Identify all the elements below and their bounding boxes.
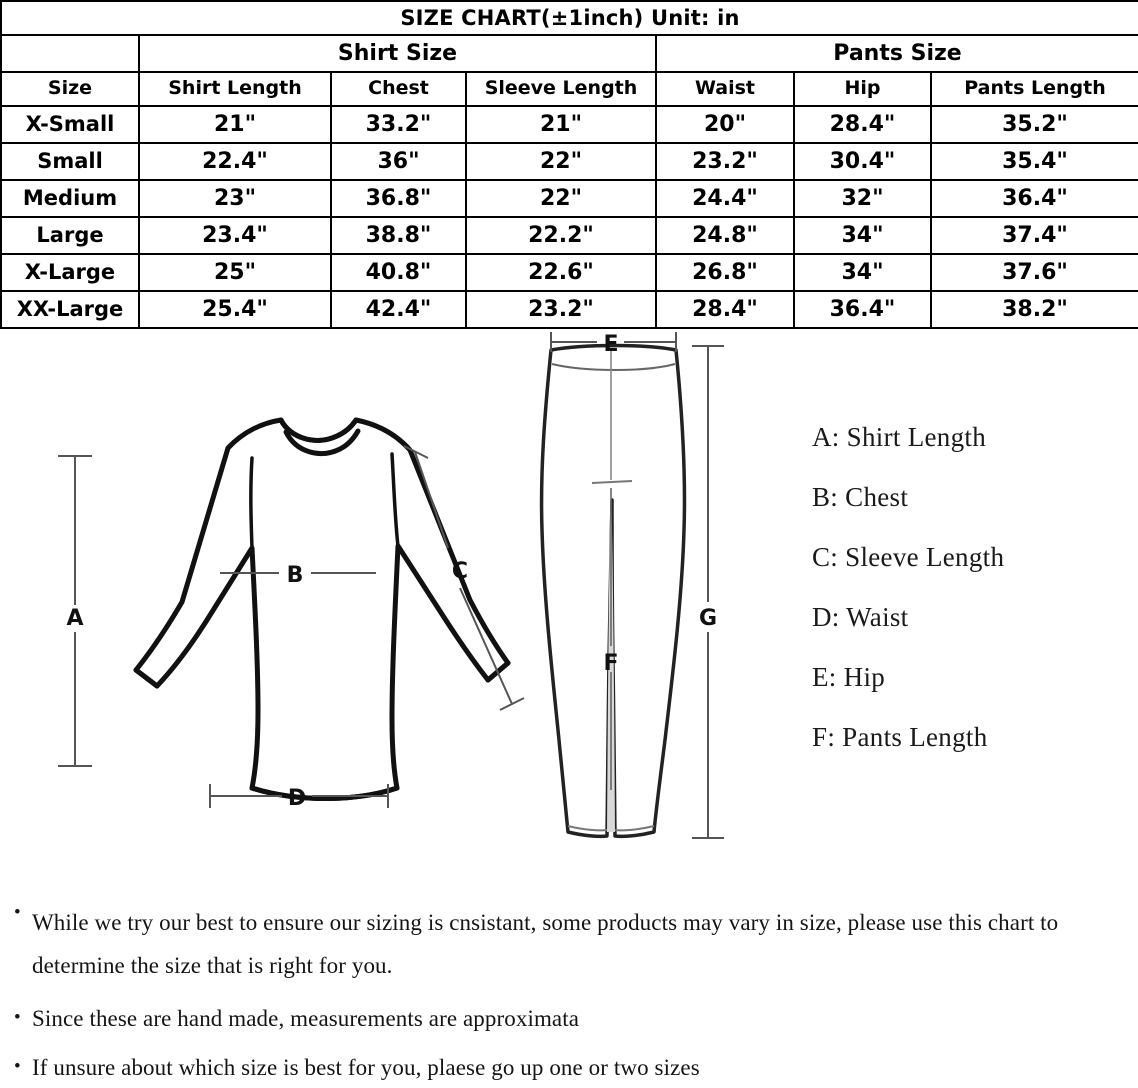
table-row (1, 143, 1138, 180)
cell-shirt-length: 23.4" (139, 217, 331, 254)
legend-item-f: F: Pants Length (812, 722, 988, 752)
cell-waist: 26.8" (656, 254, 794, 291)
cell-size: Small (1, 143, 139, 180)
cell-chest: 36.8" (331, 180, 466, 217)
cell-shirt-length: 23" (139, 180, 331, 217)
cell-sleeve-length: 21" (466, 106, 656, 143)
shirt-left-armhole-seam (251, 458, 252, 548)
note-item (14, 1007, 1130, 1030)
column-header-sleeve-length: Sleeve Length (466, 72, 656, 106)
table-column-header-row (1, 72, 1138, 106)
note-text: While we try our best to ensure our sizing is cnsistant, some products may vary in size, please use this chart to determine the size that is right for you. (32, 910, 1059, 978)
cell-size: X-Small (1, 106, 139, 143)
cell-waist: 23.2" (656, 143, 794, 180)
cell-chest: 40.8" (331, 254, 466, 291)
cell-hip: 34" (794, 254, 931, 291)
cell-hip: 32" (794, 180, 931, 217)
note-item (14, 902, 1130, 987)
shirt-dimension-a (58, 456, 92, 766)
group-header-shirt: Shirt Size (139, 35, 656, 72)
cell-sleeve-length: 22" (466, 180, 656, 217)
table-row (1, 254, 1138, 291)
dim-label-g: G (698, 606, 718, 631)
cell-shirt-length: 21" (139, 106, 331, 143)
dim-label-b: B (286, 563, 304, 588)
cell-chest: 36" (331, 143, 466, 180)
cell-waist: 24.4" (656, 180, 794, 217)
legend-item-d: D: Waist (812, 602, 909, 632)
cell-chest: 42.4" (331, 291, 466, 328)
cell-hip: 30.4" (794, 143, 931, 180)
cell-size: Medium (1, 180, 139, 217)
cell-pants-length: 35.4" (931, 143, 1138, 180)
cell-sleeve-length: 23.2" (466, 291, 656, 328)
cell-size: X-Large (1, 254, 139, 291)
dim-label-e: E (603, 332, 619, 357)
cell-chest: 33.2" (331, 106, 466, 143)
chart-title: SIZE CHART(±1inch) Unit: in (1, 1, 1138, 35)
legend-item-c: C: Sleeve Length (812, 542, 1005, 572)
column-header-waist: Waist (656, 72, 794, 106)
notes-list (14, 902, 1130, 1079)
legend-item-e: E: Hip (812, 662, 886, 692)
cell-pants-length: 37.6" (931, 254, 1138, 291)
column-header-pants-length: Pants Length (931, 72, 1138, 106)
pants-illustration (542, 346, 685, 837)
table-row (1, 180, 1138, 217)
cell-hip: 34" (794, 217, 931, 254)
cell-shirt-length: 25" (139, 254, 331, 291)
note-item (14, 1056, 1130, 1079)
table-group-row (1, 35, 1138, 72)
column-header-chest: Chest (331, 72, 466, 106)
cell-hip: 28.4" (794, 106, 931, 143)
bullet-icon: • (14, 1007, 21, 1029)
cell-waist: 20" (656, 106, 794, 143)
bullet-icon: • (14, 1056, 21, 1078)
cell-pants-length: 38.2" (931, 291, 1138, 328)
cell-chest: 38.8" (331, 217, 466, 254)
dim-label-c: C (451, 559, 469, 584)
cell-pants-length: 35.2" (931, 106, 1138, 143)
column-header-shirt-length: Shirt Length (139, 72, 331, 106)
cell-pants-length: 37.4" (931, 217, 1138, 254)
cell-sleeve-length: 22" (466, 143, 656, 180)
cell-sleeve-length: 22.6" (466, 254, 656, 291)
dim-label-d: D (287, 786, 307, 811)
size-chart-table-container (0, 0, 1138, 329)
pants-dimension-g (692, 346, 724, 838)
measurement-legend (812, 424, 1132, 784)
cell-size: XX-Large (1, 291, 139, 328)
cell-sleeve-length: 22.2" (466, 217, 656, 254)
cell-pants-length: 36.4" (931, 180, 1138, 217)
shirt-illustration (136, 420, 508, 799)
cell-hip: 36.4" (794, 291, 931, 328)
table-row (1, 106, 1138, 143)
cell-size: Large (1, 217, 139, 254)
legend-item-b: B: Chest (812, 482, 909, 512)
table-row (1, 217, 1138, 254)
cell-waist: 24.8" (656, 217, 794, 254)
size-chart-table (0, 0, 1138, 329)
note-text: Since these are hand made, measurements are approximata (32, 1006, 580, 1032)
group-blank-cell (1, 35, 139, 72)
column-header-hip: Hip (794, 72, 931, 106)
bullet-icon: • (14, 902, 21, 923)
shirt-body-outline (136, 420, 508, 799)
column-header-size: Size (1, 72, 139, 106)
dim-label-f: F (603, 651, 619, 676)
cell-waist: 28.4" (656, 291, 794, 328)
dim-label-a: A (66, 606, 84, 631)
group-header-pants: Pants Size (656, 35, 1138, 72)
legend-item-a: A: Shirt Length (812, 422, 986, 452)
table-title-row (1, 1, 1138, 35)
cell-shirt-length: 22.4" (139, 143, 331, 180)
note-text: If unsure about which size is best for you, plaese go up one or two sizes (32, 1055, 700, 1081)
cell-shirt-length: 25.4" (139, 291, 331, 328)
